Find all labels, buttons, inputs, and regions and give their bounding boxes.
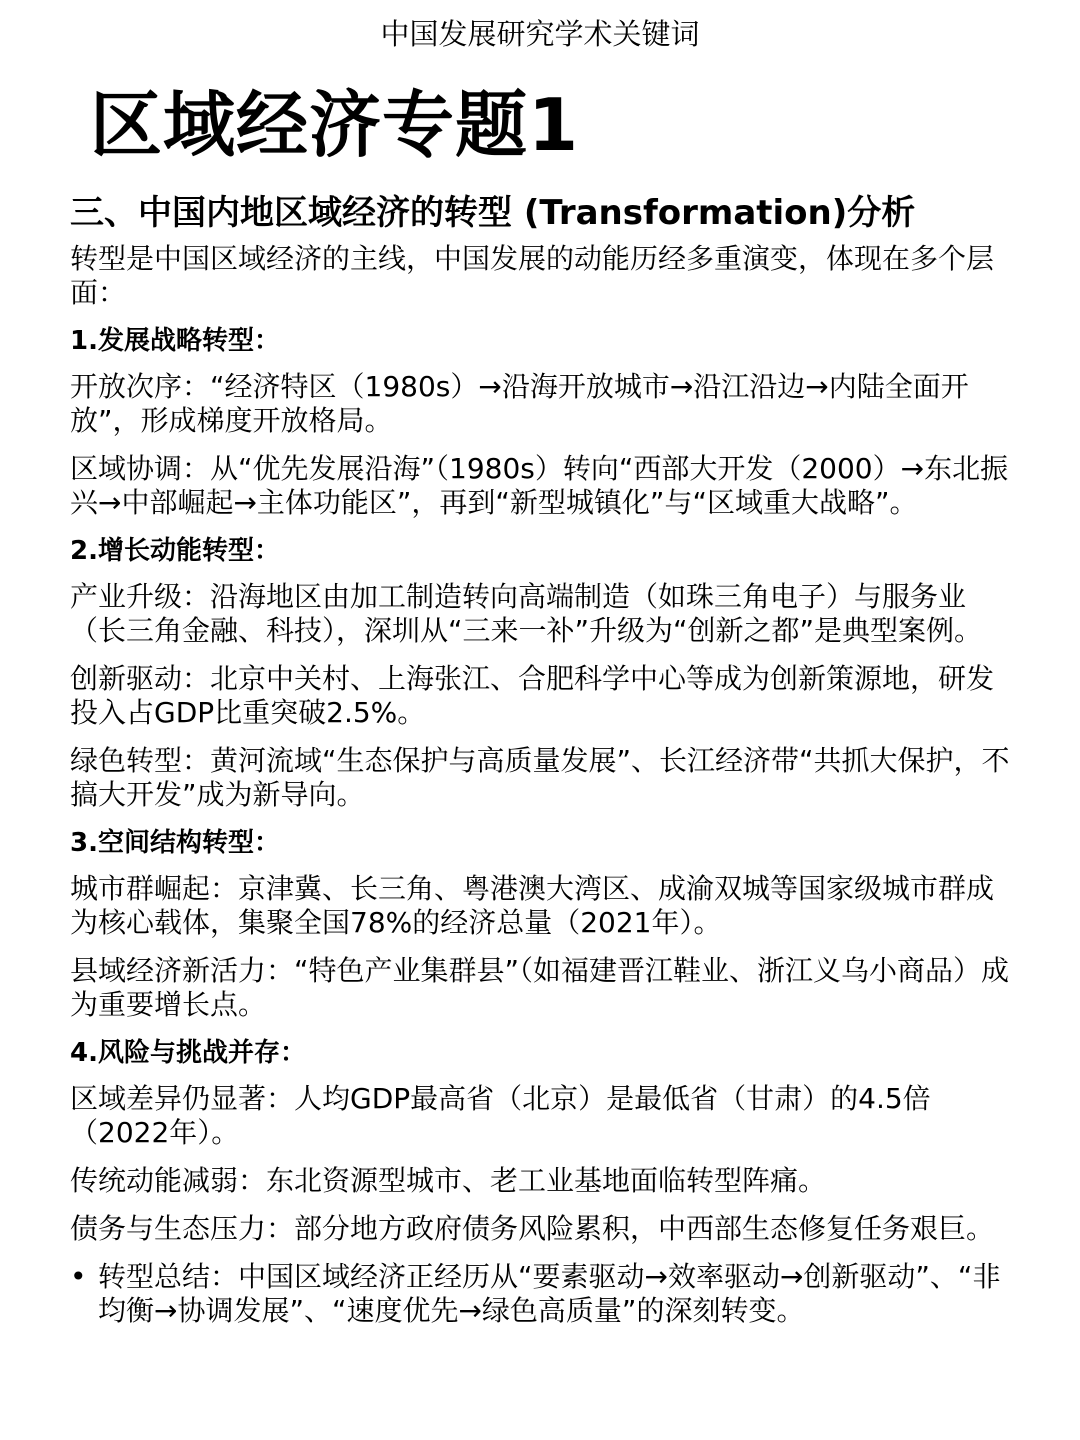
bullet-marker: • — [70, 1260, 87, 1293]
paragraph-regional-coordination: 区域协调：从“优先发展沿海”（1980s）转向“西部大开发（2000）→东北振兴→中部崛起→主体功能区”，再到“新型城镇化”与“区域重大战略”。 — [70, 452, 1009, 519]
running-header: 中国发展研究学术关键词 — [380, 17, 700, 51]
summary-text: 转型总结：中国区域经济正经历从“要素驱动→效率驱动→创新驱动”、“非均衡→协调发展”、“速度优先→绿色高质量”的深刻转变。 — [98, 1260, 1001, 1327]
paragraph-industrial-upgrade: 产业升级：沿海地区由加工制造转向高端制造（如珠三角电子）与服务业（长三角金融、科技），深圳从“三来一补”升级为“创新之都”是典型案例。 — [70, 580, 983, 647]
summary-bullet — [70, 1260, 1020, 1328]
paragraph-opening-order: 开放次序：“经济特区（1980s）→沿海开放城市→沿江沿边→内陆全面开放”，形成梯度开放格局。 — [70, 370, 969, 437]
group-heading-risks: 4.风险与挑战并存： — [70, 1038, 306, 1068]
page-title: 区域经济专题1 — [90, 83, 580, 167]
paragraph-county-economy: 县域经济新活力：“特色产业集群县”（如福建晋江鞋业、浙江义乌小商品）成为重要增长点。 — [70, 954, 1010, 1021]
main-content — [70, 190, 1020, 1328]
group-heading-growth: 2.增长动能转型： — [70, 536, 280, 566]
paragraph-innovation-driven: 创新驱动：北京中关村、上海张江、合肥科学中心等成为创新策源地，研发投入占GDP比重突破2.5%。 — [70, 662, 995, 729]
section-heading: 三、中国内地区域经济的转型 (Transformation)分析 — [70, 193, 916, 233]
group-heading-strategy: 1.发展战略转型： — [70, 326, 280, 356]
paragraph-green-transition: 绿色转型：黄河流域“生态保护与高质量发展”、长江经济带“共抓大保护，不搞大开发”成为新导向。 — [70, 744, 1010, 811]
paragraph-city-clusters: 城市群崛起：京津冀、长三角、粤港澳大湾区、成渝双城等国家级城市群成为核心载体，集聚全国78%的经济总量（2021年）。 — [70, 872, 995, 939]
group-heading-spatial: 3.空间结构转型： — [70, 828, 280, 858]
section-intro: 转型是中国区域经济的主线，中国发展的动能历经多重演变，体现在多个层面： — [70, 242, 995, 309]
paragraph-regional-gap: 区域差异仍显著：人均GDP最高省（北京）是最低省（甘肃）的4.5倍（2022年）。 — [70, 1082, 931, 1149]
paragraph-traditional-drivers: 传统动能减弱：东北资源型城市、老工业基地面临转型阵痛。 — [70, 1164, 827, 1197]
paragraph-debt-ecology: 债务与生态压力：部分地方政府债务风险累积，中西部生态修复任务艰巨。 — [70, 1212, 995, 1245]
